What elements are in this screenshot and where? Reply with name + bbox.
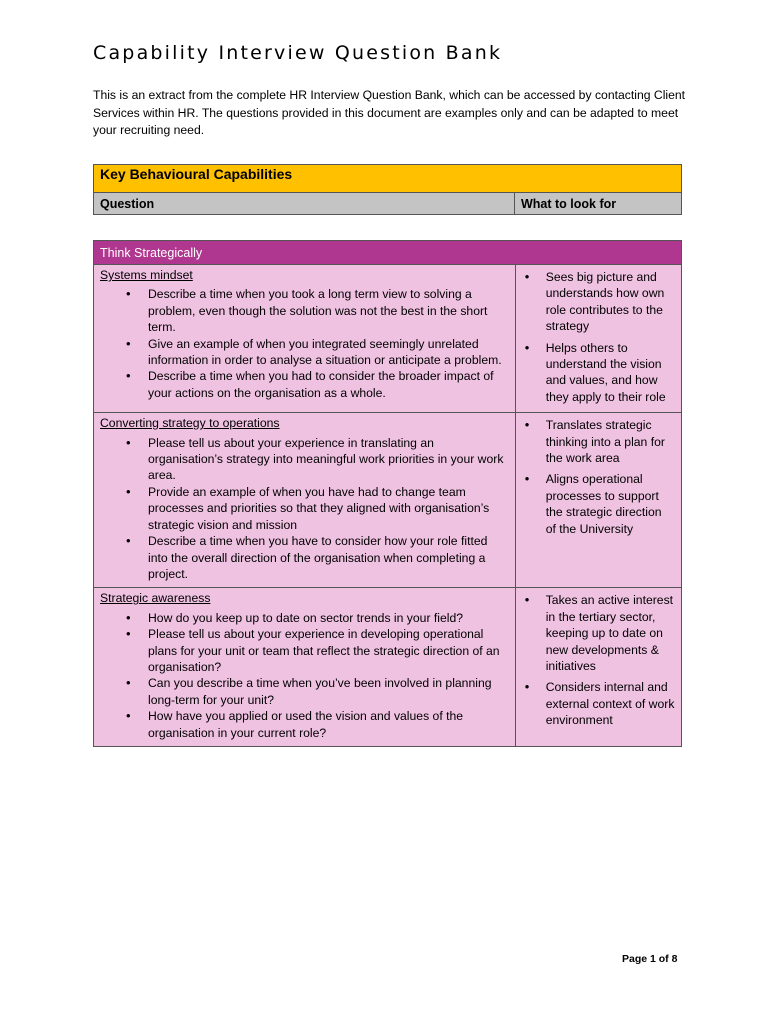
list-item: • Describe a time when you have to consider how your role fitted into the overall direction of the organisation when completing a project. [148, 533, 509, 582]
question-cell [94, 588, 516, 747]
look-for-cell [515, 588, 681, 747]
header-table-title: Key Behavioural Capabilities [94, 165, 682, 193]
look-for-list [520, 269, 675, 405]
question-cell [94, 265, 516, 413]
column-header-look-for: What to look for [515, 193, 682, 215]
question-list [100, 435, 509, 583]
look-for-list [520, 417, 675, 537]
page-title: Capability Interview Question Bank [93, 42, 503, 64]
list-item: • Considers internal and external context of work environment [546, 679, 675, 728]
capability-subtitle: Systems mindset [100, 268, 193, 282]
think-strategically-table [93, 240, 682, 747]
look-for-cell [515, 413, 681, 588]
list-item: • Provide an example of when you have had to change team processes and priorities so that they aligned with organisation’s strategic vision and mission [148, 484, 509, 533]
list-item: • Describe a time when you had to consider the broader impact of your actions on the organisation as a whole. [148, 368, 509, 401]
table-row [94, 265, 682, 413]
list-item: • Helps others to understand the vision and values, and how they apply to their role [546, 340, 675, 406]
list-item: • Describe a time when you took a long term view to solving a problem, even though the solution was not the best in the short term. [148, 286, 509, 335]
list-item: • Translates strategic thinking into a plan for the work area [546, 417, 675, 466]
list-item: • Sees big picture and understands how own role contributes to the strategy [546, 269, 675, 335]
column-header-question: Question [94, 193, 515, 215]
list-item: • Can you describe a time when you’ve been involved in planning long-term for your unit? [148, 675, 509, 708]
intro-paragraph: This is an extract from the complete HR Interview Question Bank, which can be accessed by contacting Client Services within HR. The questions provided in this document are examples only and can be adapted to meet your recruiting need. [93, 88, 686, 137]
capability-subtitle: Converting strategy to operations [100, 416, 280, 431]
table-row [94, 588, 682, 747]
list-item: • How have you applied or used the vision and values of the organisation in your current role? [148, 708, 509, 741]
capabilities-header-table [93, 164, 682, 215]
look-for-cell [515, 265, 681, 413]
list-item: • Takes an active interest in the tertiary sector, keeping up to date on new developments & initiatives [546, 592, 675, 674]
look-for-list [520, 592, 675, 728]
list-item: • Give an example of when you integrated seemingly unrelated information in order to analyse a situation or anticipate a problem. [148, 336, 509, 369]
table-row [94, 413, 682, 588]
list-item: • Please tell us about your experience in translating an organisation’s strategy into meaningful work priorities in your work area. [148, 435, 509, 484]
page-number: Page 1 of 8 [622, 953, 678, 965]
question-cell [94, 413, 516, 588]
section-title: Think Strategically [94, 241, 682, 265]
list-item: • Please tell us about your experience in developing operational plans for your unit or team that reflect the strategic direction of an organisation? [148, 626, 509, 675]
question-list [100, 610, 509, 741]
list-item: • Aligns operational processes to support the strategic direction of the University [546, 471, 675, 537]
list-item: • How do you keep up to date on sector trends in your field? [148, 610, 509, 626]
capability-subtitle: Strategic awareness [100, 591, 211, 606]
question-list [100, 286, 509, 401]
